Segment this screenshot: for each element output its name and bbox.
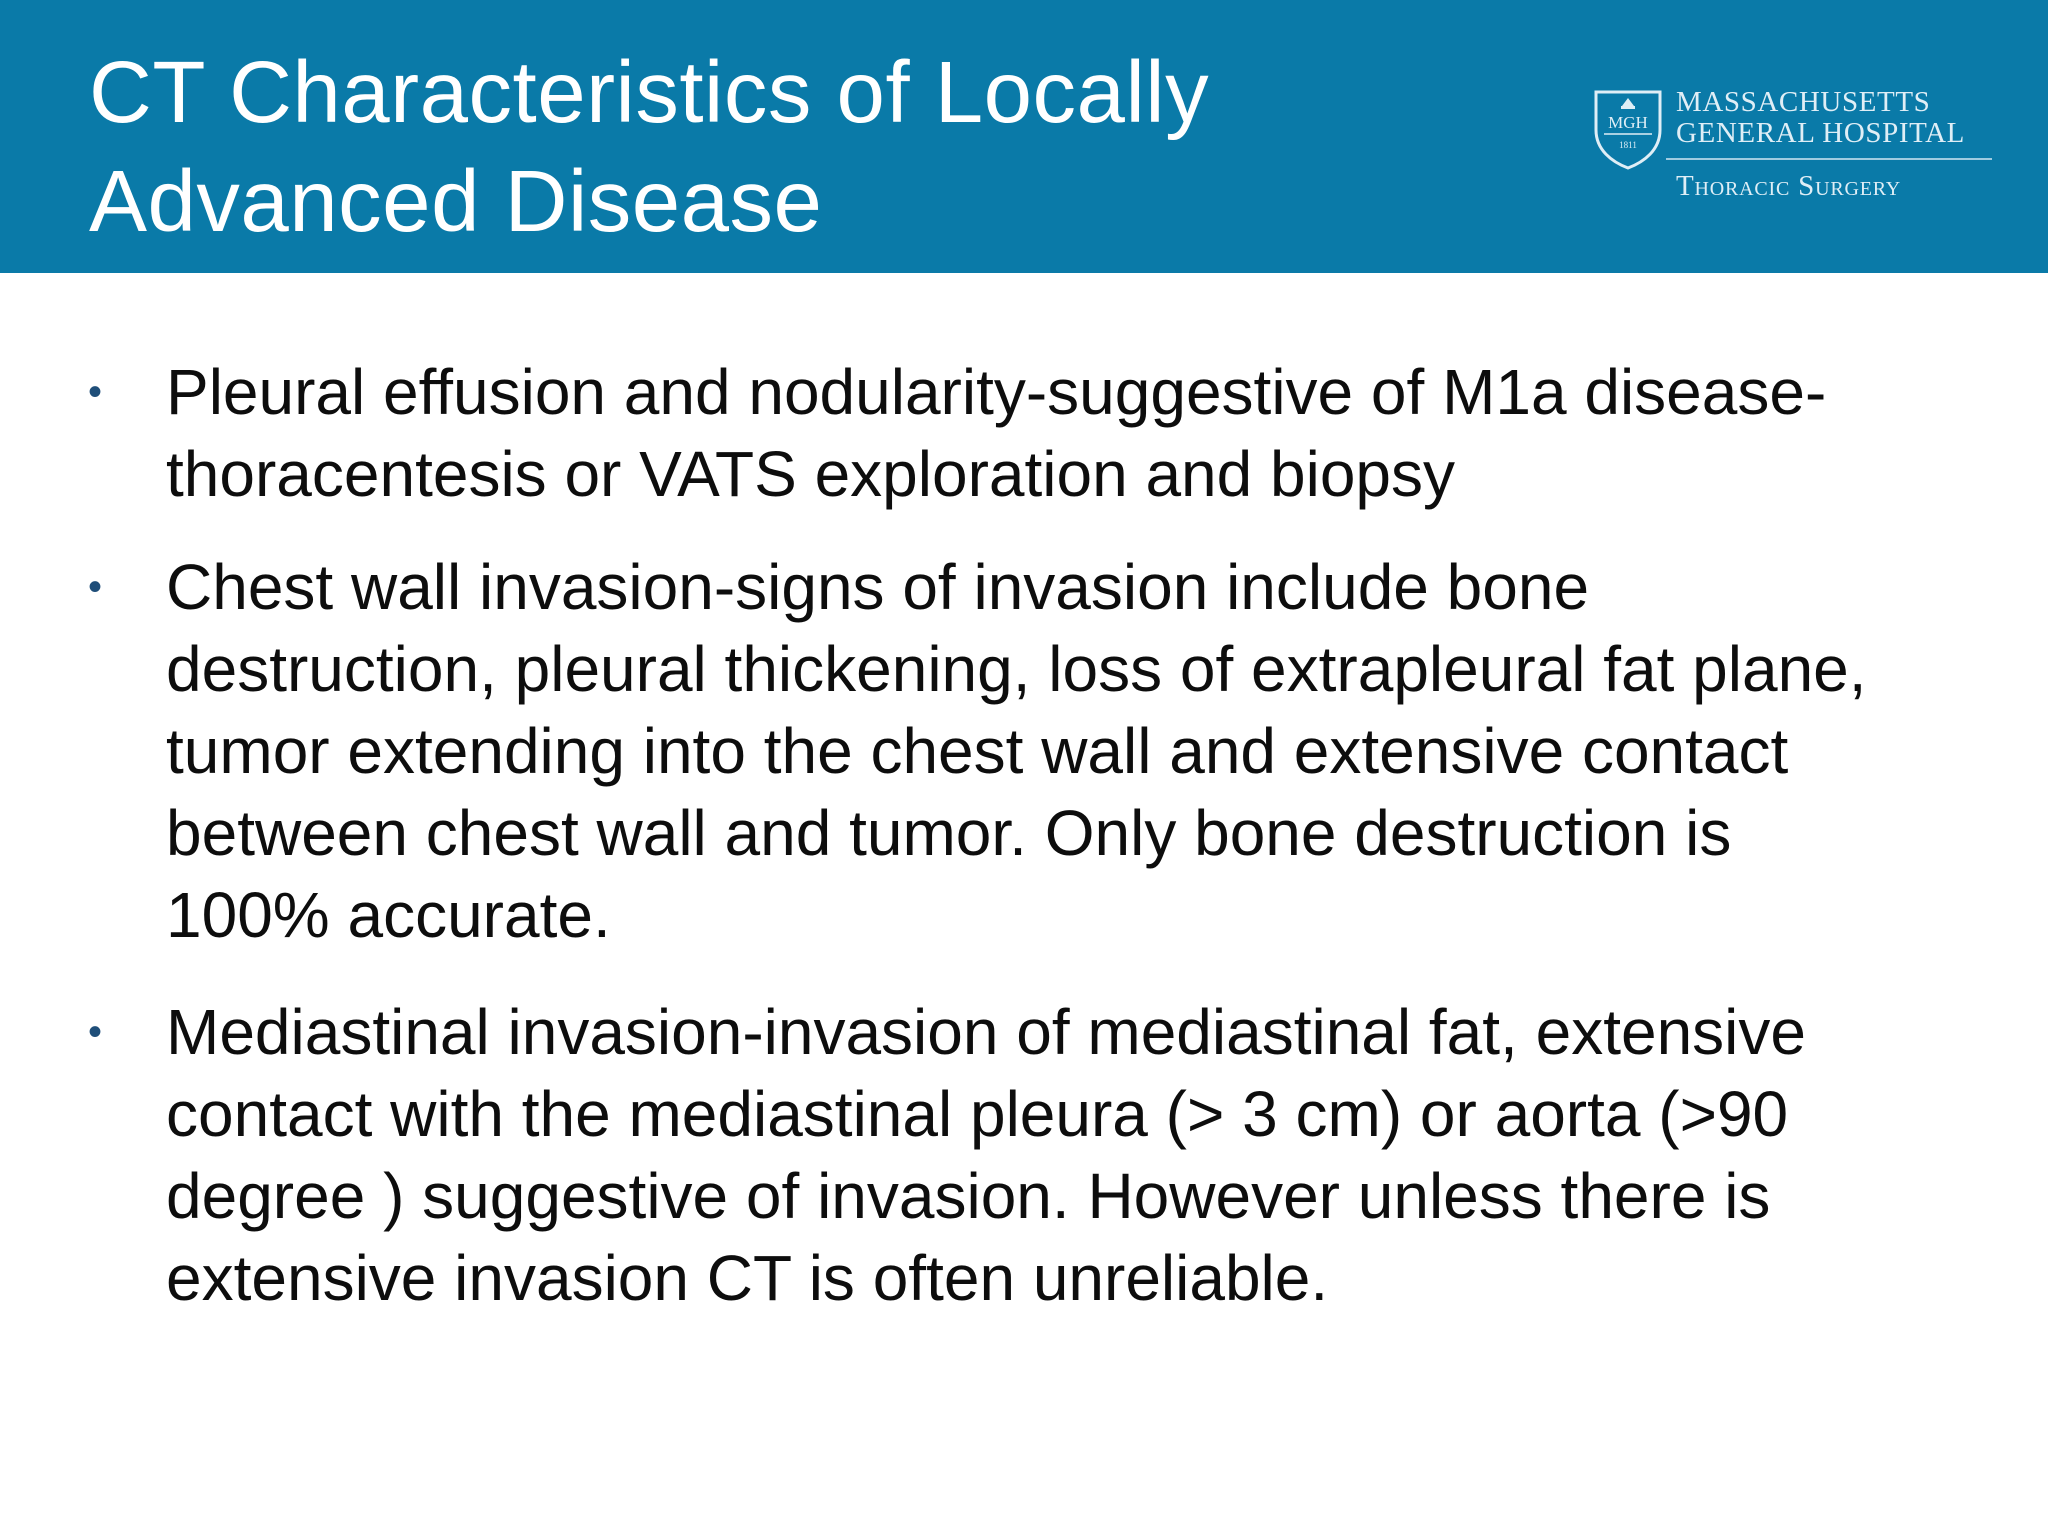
bullet-line: extensive invasion CT is often unreliable. xyxy=(166,1242,1329,1314)
logo-line-general-hospital: GENERAL HOSPITAL xyxy=(1676,117,1965,149)
logo-line-thoracic-surgery: Thoracic Surgery xyxy=(1676,170,1902,202)
bullet-line: Chest wall invasion-signs of invasion include bone xyxy=(166,551,1590,623)
bullet-line: destruction, pleural thickening, loss of extrapleural fat plane, xyxy=(166,633,1867,705)
bullet-line: between chest wall and tumor. Only bone destruction is xyxy=(166,797,1732,869)
shield-year: 1811 xyxy=(1619,140,1637,150)
shield-text: MGH xyxy=(1608,113,1648,132)
slide-title-line-1: CT Characteristics of Locally xyxy=(89,44,1210,141)
bullet-line: 100% accurate. xyxy=(166,879,611,951)
bullet-text xyxy=(166,991,2006,1319)
bullet-line: Pleural effusion and nodularity-suggestive of M1a disease- xyxy=(166,356,1827,428)
bullet-marker: • xyxy=(88,565,103,609)
bullet-line: degree ) suggestive of invasion. However unless there is xyxy=(166,1160,1771,1232)
bullet-text xyxy=(166,351,2006,515)
bullet-line: tumor extending into the chest wall and extensive contact xyxy=(166,715,1789,787)
bullet-marker: • xyxy=(88,370,103,414)
bullet-line: thoracentesis or VATS exploration and biopsy xyxy=(166,438,1455,510)
logo-line-massachusetts: MASSACHUSETTS xyxy=(1676,86,1931,118)
bullet-line: Mediastinal invasion-invasion of mediastinal fat, extensive xyxy=(166,996,1806,1068)
bullet-text xyxy=(166,546,2006,956)
slide-title-line-2: Advanced Disease xyxy=(89,153,823,250)
bullet-marker: • xyxy=(88,1010,103,1054)
bullet-line: contact with the mediastinal pleura (> 3 cm) or aorta (>90 xyxy=(166,1078,1789,1150)
